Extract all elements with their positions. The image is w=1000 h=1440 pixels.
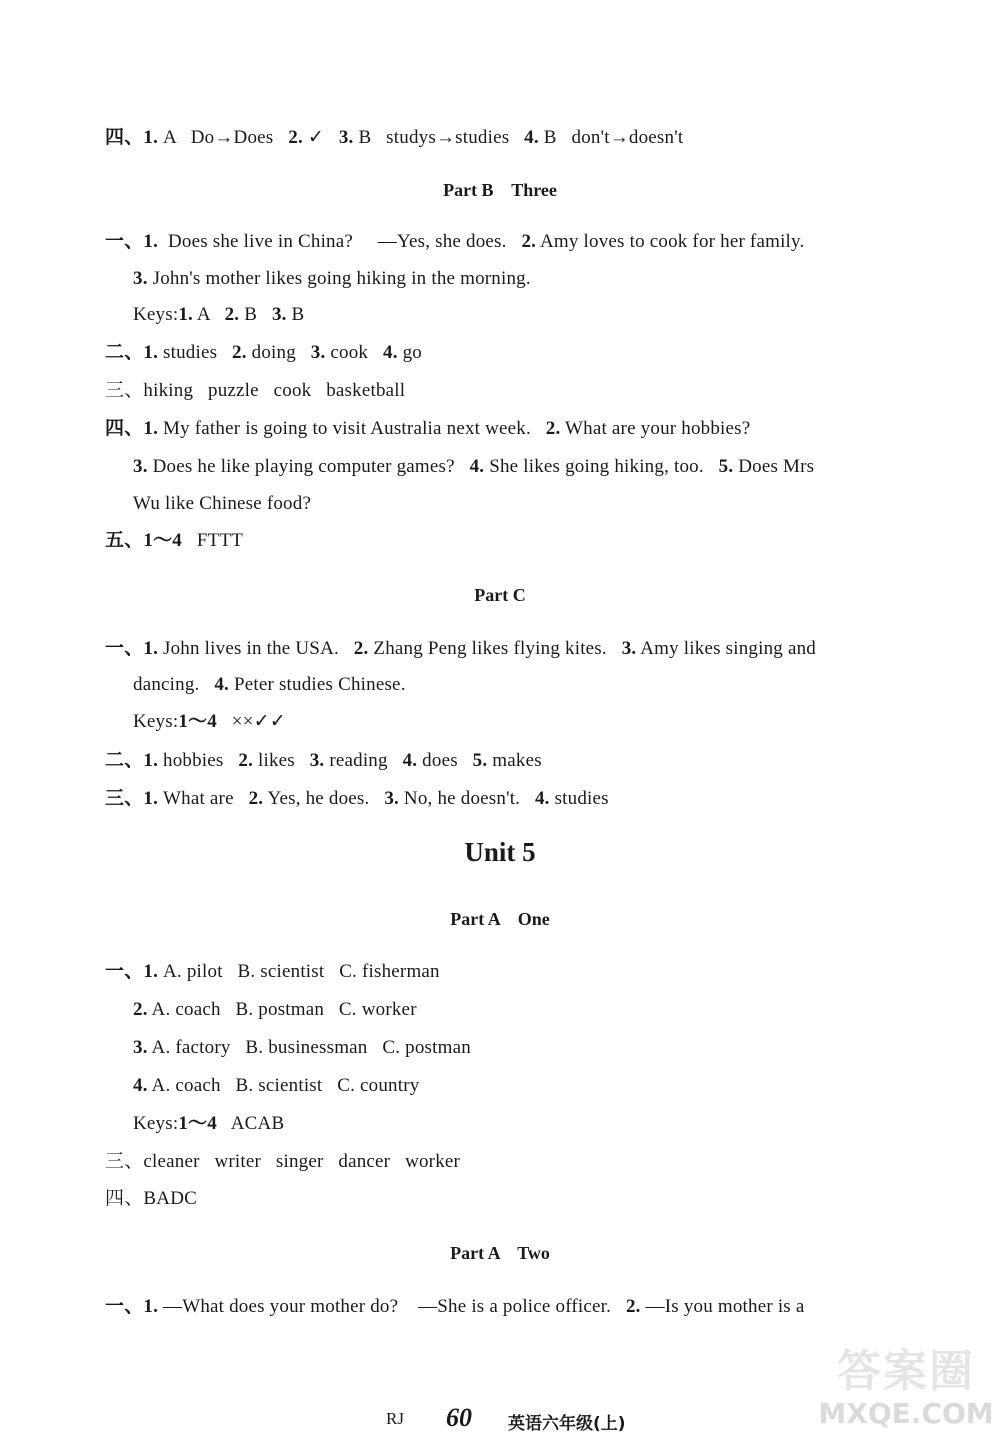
item-number: 4.: [534, 788, 550, 809]
answer-text: likes: [253, 750, 310, 771]
answer-text: Does he like playing computer games?: [147, 456, 470, 477]
answer-text: —What does your mother do? —She is a police officer.: [158, 1296, 626, 1317]
section-heading-part-a-one: Part A One: [450, 909, 550, 929]
answer-text: A. coach B. scientist C. country: [147, 1075, 420, 1096]
answer-line-continued: Wu like Chinese food?: [133, 493, 312, 514]
item-number: 4.: [214, 674, 230, 695]
item-number: 2.: [224, 304, 240, 325]
answer-text: A. coach B. postman C. worker: [147, 999, 417, 1020]
watermark-text: MXQE.COM: [818, 1397, 994, 1430]
answer-line-4-1: [105, 126, 683, 150]
item-label: 四、1.: [105, 418, 159, 439]
answer-line-2: [105, 341, 422, 365]
item-number: 3.: [310, 342, 326, 363]
item-number: 4.: [469, 456, 485, 477]
keys-line: [133, 303, 304, 327]
item-number: 1～4: [178, 711, 217, 732]
answer-text: A. factory B. businessman C. postman: [147, 1037, 471, 1058]
answer-text: What are your hobbies?: [560, 418, 751, 439]
answer-text: go: [397, 342, 423, 363]
keys-label: Keys:: [133, 1113, 179, 1134]
item-number: 1.: [178, 304, 193, 325]
book-title: 英语六年级(上): [508, 1414, 626, 1434]
answer-text: My father is going to visit Australia next week.: [158, 418, 546, 439]
keys-label: Keys:: [133, 711, 179, 732]
item-number: 1～4: [178, 1113, 217, 1134]
answer-text: doing: [246, 342, 311, 363]
answer-text: makes: [487, 750, 542, 771]
answer-text: Amy likes singing and: [636, 638, 816, 659]
answer-line-3: [105, 787, 609, 811]
keys-line: [133, 1112, 284, 1136]
item-label: 二、1.: [105, 342, 159, 363]
item-number: 2.: [232, 342, 247, 363]
keys-label: Keys:: [133, 304, 179, 325]
item-number: 3.: [133, 456, 148, 477]
item-number: 5.: [472, 750, 488, 771]
item-number: 3.: [133, 1037, 148, 1058]
item-label: 三、1.: [105, 788, 159, 809]
item-label: 四、1.: [105, 127, 159, 148]
item-number: 5.: [718, 456, 734, 477]
item-number: 4.: [402, 750, 418, 771]
section-heading-part-b-three: Part B Three: [443, 180, 557, 200]
item-label: 五、1～4: [105, 530, 183, 551]
item-label: 一、1.: [105, 1296, 159, 1317]
item-number: 4.: [383, 342, 398, 363]
page-number: 60: [446, 1403, 472, 1432]
answer-line-1: [105, 637, 816, 661]
answer-text: Does Mrs: [733, 456, 815, 477]
item-number: 2.: [238, 750, 254, 771]
section-heading-part-c: Part C: [474, 585, 526, 605]
item-label: 一、1.: [105, 231, 159, 252]
answer-line-1: [105, 1295, 805, 1319]
item-number: 2.: [353, 638, 369, 659]
answer-line-continued: [133, 267, 531, 291]
keys-line: [133, 710, 286, 734]
item-number: 2.: [288, 127, 303, 148]
item-number: 3.: [338, 127, 354, 148]
item-number: 3.: [133, 268, 148, 289]
item-number: 2.: [521, 231, 537, 252]
answer-text: B studys→studies: [353, 127, 525, 148]
answer-text: Peter studies Chinese.: [229, 674, 406, 695]
answer-text: Does she live in China? —Yes, she does.: [158, 231, 522, 252]
item-number: 2.: [248, 788, 264, 809]
answer-line-continued: [133, 673, 406, 697]
answer-text: Yes, he does.: [263, 788, 385, 809]
item-number: 3.: [271, 304, 287, 325]
answer-text: B: [286, 304, 305, 325]
answer-text: hobbies: [158, 750, 239, 771]
answer-text: A. pilot B. scientist C. fisherman: [158, 961, 440, 982]
answer-text: FTTT: [182, 530, 244, 551]
item-number: 2.: [545, 418, 561, 439]
answer-line-1: [105, 230, 804, 254]
item-number: 3.: [309, 750, 325, 771]
item-number: 4.: [524, 127, 539, 148]
answer-line-4: [105, 417, 750, 441]
section-heading-part-a-two: Part A Two: [450, 1243, 550, 1263]
answer-text: B don't→doesn't: [538, 127, 684, 148]
item-number: 2.: [625, 1296, 641, 1317]
answer-text: A Do→Does: [158, 127, 289, 148]
answer-line-continued: [133, 1036, 471, 1060]
answer-text: Zhang Peng likes flying kites.: [368, 638, 622, 659]
answer-text: ××✓✓: [216, 711, 286, 732]
watermark-logo: [818, 1335, 994, 1435]
answer-text: Amy loves to cook for her family.: [536, 231, 805, 252]
answer-text: ACAB: [216, 1113, 285, 1134]
edition-code: RJ: [386, 1409, 404, 1428]
answer-text: John's mother likes going hiking in the morning.: [147, 268, 531, 289]
answer-text: reading: [324, 750, 403, 771]
answer-line-continued: [133, 1074, 419, 1098]
answer-text: studies: [549, 788, 609, 809]
item-number: 2.: [133, 999, 148, 1020]
answer-text: cook: [325, 342, 383, 363]
answer-text: John lives in the USA.: [158, 638, 354, 659]
answer-text: A: [192, 304, 225, 325]
answer-line-5: [105, 529, 243, 553]
answer-text: What are: [158, 788, 249, 809]
answer-text: does: [417, 750, 473, 771]
item-label: 二、1.: [105, 750, 159, 771]
answer-line-continued: [133, 998, 417, 1022]
answer-text: She likes going hiking, too.: [484, 456, 719, 477]
item-label: 一、1.: [105, 961, 159, 982]
item-number: 3.: [384, 788, 399, 809]
answer-line-4: 四、BADC: [105, 1188, 197, 1209]
answer-text: No, he doesn't.: [398, 788, 535, 809]
answer-line-continued: [133, 455, 814, 479]
answer-line-1: [105, 960, 440, 984]
answer-line-3: 三、hiking puzzle cook basketball: [105, 380, 406, 401]
item-label: 一、1.: [105, 638, 159, 659]
answer-text: ✓: [302, 127, 339, 148]
watermark-icon: 答案圈: [837, 1346, 975, 1397]
answer-text: —Is you mother is a: [640, 1296, 805, 1317]
answer-line-2: [105, 749, 542, 773]
answer-text: studies: [158, 342, 233, 363]
answer-text: B: [239, 304, 272, 325]
item-number: 4.: [133, 1075, 148, 1096]
answer-line-3: 三、cleaner writer singer dancer worker: [105, 1151, 461, 1172]
answer-text: dancing.: [133, 674, 215, 695]
item-number: 3.: [621, 638, 637, 659]
unit-title: Unit 5: [464, 837, 536, 867]
